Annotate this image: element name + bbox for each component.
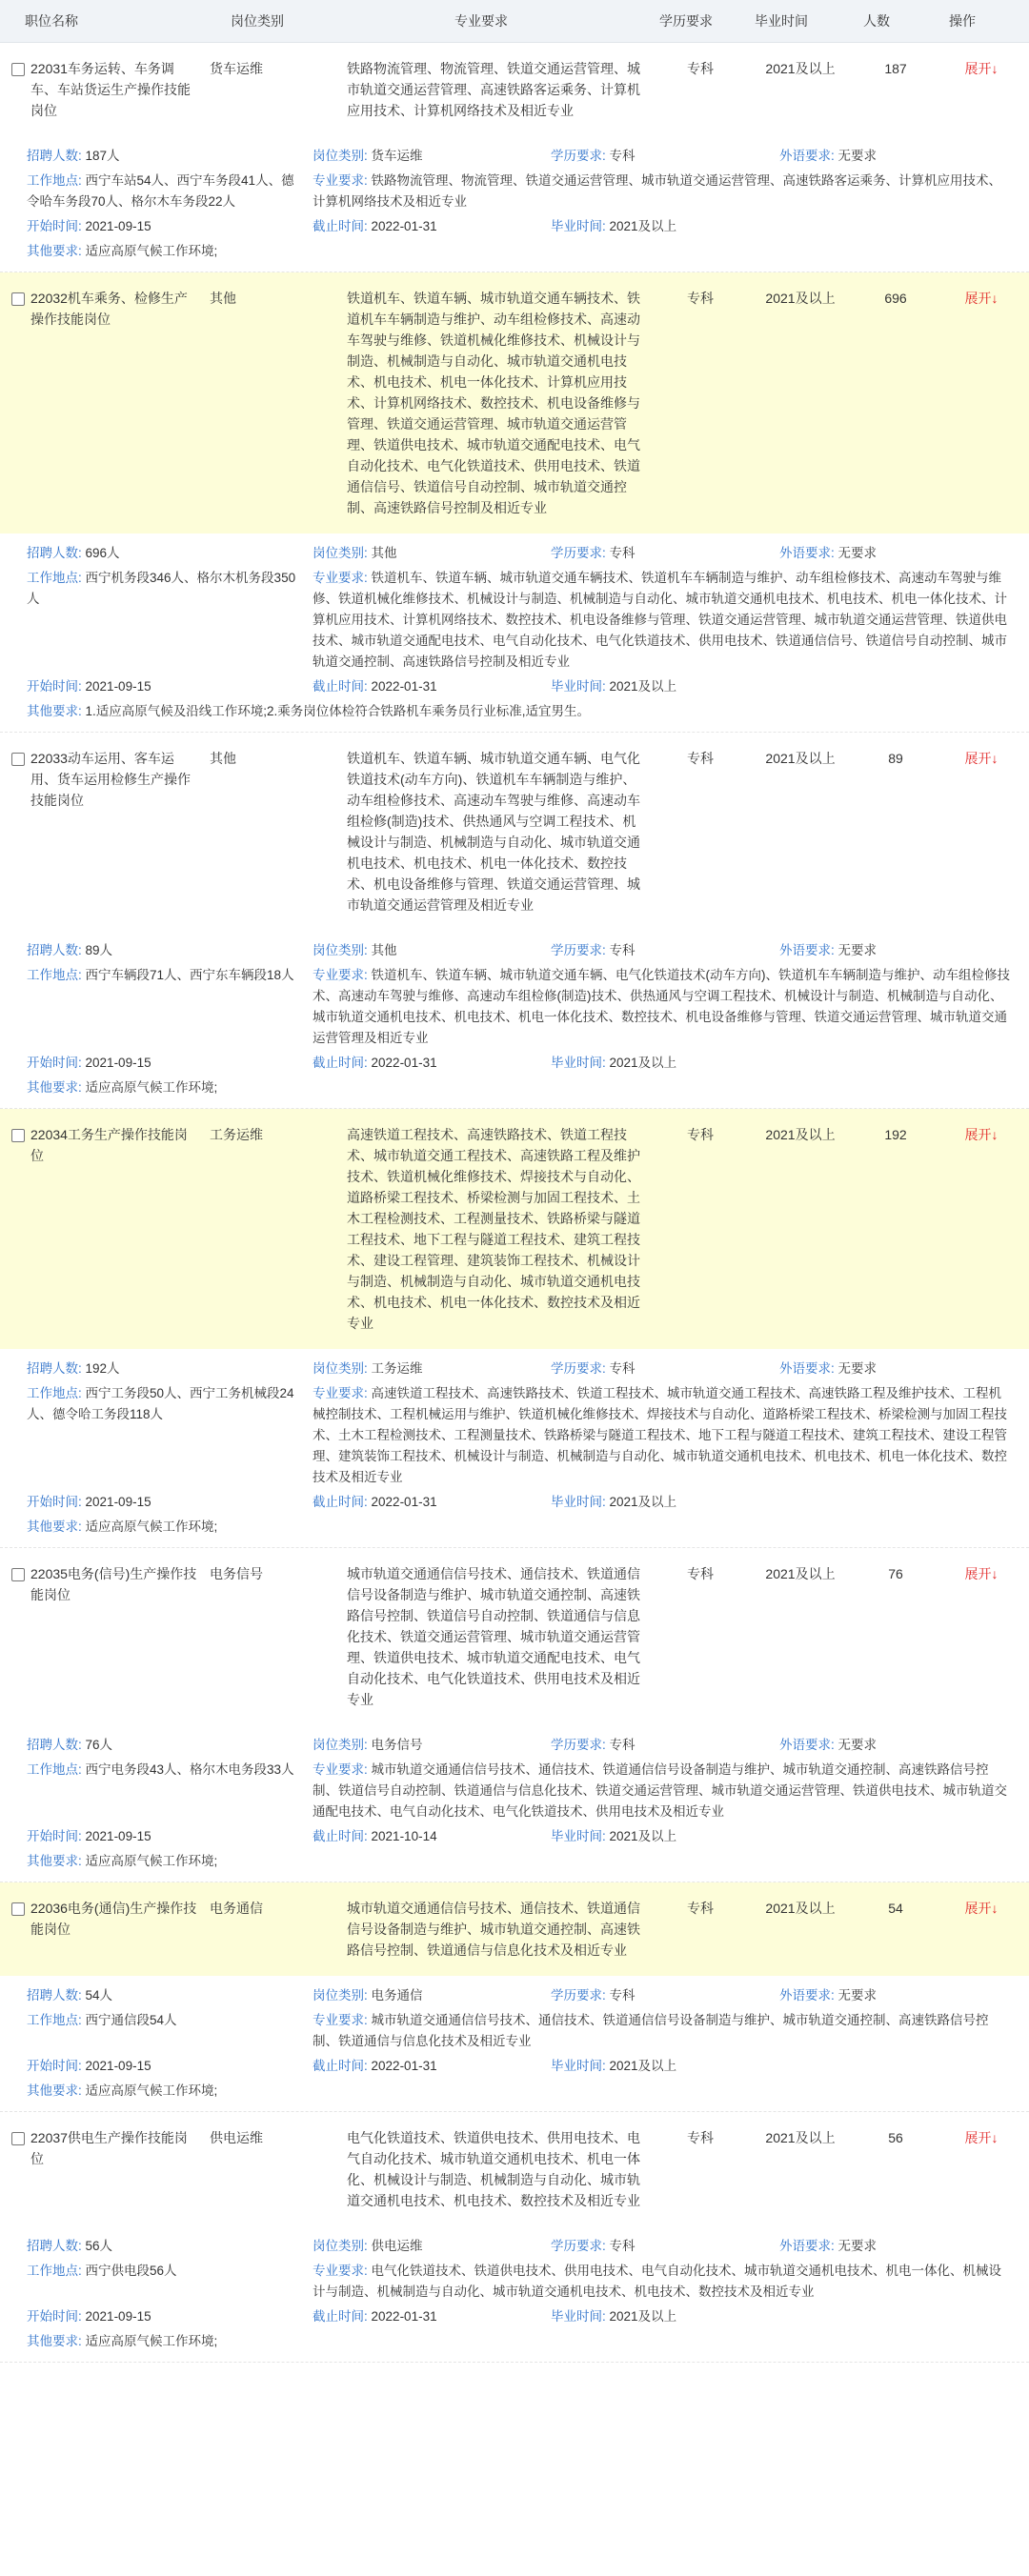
job-major: 高速铁道工程技术、高速铁路技术、铁道工程技术、城市轨道交通工程技术、高速铁路工程及维护技术、铁道机械化维修技术、焊接技术与自动化、道路桥梁工程技术、桥梁检测与加固工程技术、土木工程检测技术、工程测量技术、铁路桥梁与隧道工程技术、地下工程与隧道工程技术、建筑工程技术、建设工程管理、建筑装饰工程技术、机械设计与制造、机械制造与自动化、城市轨道交通机电技术、机电技术、机电一体化技术、数控技术及相近专业 [347,1127,640,1331]
detail-row-basic [27,2236,1029,2257]
label-end: 截止时间: [313,1056,368,1070]
label-edu: 学历要求: [551,1988,606,2002]
job-detail [0,2226,1029,2362]
label-major: 专业要求: [313,571,368,585]
detail-lang: 无要求 [837,546,878,560]
detail-grad: 2021及以上 [609,2309,677,2324]
job-list [0,43,1029,2363]
detail-other: 1.适应高原气候及沿线工作环境;2.乘务岗位体检符合铁路机车乘务员行业标准,适宜男生。 [85,704,591,718]
job-grad: 2021及以上 [765,61,836,76]
select-checkbox[interactable] [11,63,25,76]
label-start: 开始时间: [27,1495,82,1509]
label-grad: 毕业时间: [551,2059,606,2073]
detail-end: 2022-01-31 [371,2059,437,2073]
job-count: 696 [884,291,907,306]
job-grad: 2021及以上 [765,291,836,306]
detail-grad: 2021及以上 [609,679,677,694]
expand-button[interactable]: 展开↓ [964,291,999,306]
label-count: 招聘人数: [27,1738,82,1752]
detail-row-other [27,241,1029,262]
job-item [0,43,1029,272]
label-start: 开始时间: [27,2309,82,2324]
label-category: 岗位类别: [313,943,368,957]
label-grad: 毕业时间: [551,1495,606,1509]
job-category: 其他 [210,751,236,766]
detail-lang: 无要求 [837,1738,878,1752]
detail-row-location [27,2261,1029,2303]
label-other: 其他要求: [27,2083,82,2098]
detail-row-basic [27,146,1029,167]
label-grad: 毕业时间: [551,2309,606,2324]
detail-location: 西宁电务段43人、格尔木电务段33人 [85,1762,294,1777]
detail-count: 76人 [85,1738,113,1752]
label-lang: 外语要求: [779,2239,835,2253]
expand-button[interactable]: 展开↓ [964,1127,999,1142]
label-edu: 学历要求: [551,546,606,560]
job-name: 22031车务运转、车务调车、车站货运生产操作技能岗位 [30,61,191,118]
expand-button[interactable]: 展开↓ [964,61,999,76]
select-checkbox[interactable] [11,1568,25,1581]
detail-end: 2021-10-14 [371,1829,437,1843]
detail-row-basic [27,940,1029,961]
label-grad: 毕业时间: [551,679,606,694]
select-checkbox[interactable] [11,1129,25,1142]
job-category: 电务信号 [210,1566,263,1581]
detail-location: 西宁车站54人、西宁车务段41人、德令哈车务段70人、格尔木车务段22人 [27,173,294,209]
job-edu: 专科 [687,291,714,306]
label-count: 招聘人数: [27,1361,82,1376]
detail-row-location [27,171,1029,212]
job-name-cell [0,288,200,330]
detail-count: 89人 [85,943,113,957]
label-category: 岗位类别: [313,1738,368,1752]
detail-row-location [27,2010,1029,2052]
job-count: 192 [884,1127,907,1142]
label-lang: 外语要求: [779,1988,835,2002]
job-grad: 2021及以上 [765,1566,836,1581]
job-count: 54 [888,1901,903,1916]
job-count: 89 [888,751,903,766]
detail-start: 2021-09-15 [85,1495,151,1509]
job-summary-row[interactable] [0,1548,1029,1725]
job-count: 76 [888,1566,903,1581]
detail-row-location [27,1760,1029,1822]
detail-row-dates [27,1492,1029,1513]
detail-other: 适应高原气候工作环境; [85,1080,218,1095]
job-item [0,2112,1029,2363]
detail-grad: 2021及以上 [609,2059,677,2073]
detail-row-other [27,1077,1029,1098]
job-edu: 专科 [687,1901,714,1916]
detail-lang: 无要求 [837,943,878,957]
expand-button[interactable]: 展开↓ [964,2130,999,2145]
label-lang: 外语要求: [779,1738,835,1752]
detail-count: 187人 [85,149,120,163]
detail-major: 城市轨道交通通信信号技术、通信技术、铁道通信信号设备制造与维护、城市轨道交通控制、高速铁路信号控制、铁道信号自动控制、铁道通信与信息化技术、铁道交通运营管理、城市轨道交通运营管理、铁道供电技术、城市轨道交通配电技术、电气自动化技术、电气化铁道技术、供用电技术及相近专业 [313,1762,1007,1819]
job-detail [0,1725,1029,1882]
detail-location: 西宁供电段56人 [85,2264,177,2278]
detail-row-location [27,568,1029,673]
detail-start: 2021-09-15 [85,2059,151,2073]
detail-row-location [27,965,1029,1049]
detail-major: 铁道机车、铁道车辆、城市轨道交通车辆技术、铁道机车车辆制造与维护、动车组检修技术、高速动车驾驶与维修、铁道机械化维修技术、机械设计与制造、机械制造与自动化、城市轨道交通机电技术、机电技术、机电一体化技术、计算机应用技术、计算机网络技术、数控技术、机电设备维修与管理、铁道交通运营管理、城市轨道交通运营管理、铁道供电技术、城市轨道交通配电技术、电气自动化技术、电气化铁道技术、供用电技术、铁道通信信号、铁道信号自动控制、城市轨道交通控制、高速铁路信号控制及相近专业 [313,571,1007,669]
label-location: 工作地点: [27,1762,82,1777]
label-start: 开始时间: [27,2059,82,2073]
job-name-cell [0,1898,200,1940]
label-count: 招聘人数: [27,2239,82,2253]
detail-row-basic [27,1985,1029,2006]
job-edu: 专科 [687,1566,714,1581]
label-location: 工作地点: [27,2013,82,2027]
detail-lang: 无要求 [837,1361,878,1376]
detail-row-basic [27,1358,1029,1379]
detail-row-other [27,1851,1029,1872]
job-detail [0,533,1029,732]
detail-count: 54人 [85,1988,113,2002]
job-detail [0,1349,1029,1547]
label-end: 截止时间: [313,2059,368,2073]
label-end: 截止时间: [313,2309,368,2324]
detail-lang: 无要求 [837,2239,878,2253]
job-category: 工务运维 [210,1127,263,1142]
label-other: 其他要求: [27,1080,82,1095]
job-summary-row[interactable] [0,733,1029,931]
detail-count: 696人 [85,546,120,560]
detail-other: 适应高原气候工作环境; [85,1854,218,1868]
detail-category: 货车运维 [371,149,423,163]
header-count: 人数 [863,13,890,29]
detail-edu: 专科 [609,1738,636,1752]
job-item [0,1548,1029,1882]
expand-button[interactable]: 展开↓ [964,1901,999,1916]
job-category: 其他 [210,291,236,306]
detail-major: 铁道机车、铁道车辆、城市轨道交通车辆、电气化铁道技术(动车方向)、铁道机车车辆制造与维护、动车组检修技术、高速动车驾驶与维修、高速动车组检修(制造)技术、供热通风与空调工程技术、机械设计与制造、机械制造与自动化、城市轨道交通机电技术、机电技术、机电一体化技术、数控技术、机电设备维修与管理、铁道交通运营管理、城市轨道交通运营管理及相近专业 [313,968,1011,1045]
label-lang: 外语要求: [779,943,835,957]
job-category: 电务通信 [210,1901,263,1916]
select-checkbox[interactable] [11,2132,25,2145]
label-other: 其他要求: [27,1854,82,1868]
detail-row-other [27,2081,1029,2102]
detail-start: 2021-09-15 [85,1056,151,1070]
job-summary-row[interactable] [0,1109,1029,1349]
label-location: 工作地点: [27,968,82,982]
job-edu: 专科 [687,1127,714,1142]
label-edu: 学历要求: [551,149,606,163]
label-category: 岗位类别: [313,1361,368,1376]
job-major: 电气化铁道技术、铁道供电技术、供用电技术、电气自动化技术、城市轨道交通机电技术、机电一体化、机械设计与制造、机械制造与自动化、城市轨道交通机电技术、机电技术、数控技术及相近专业 [347,2130,640,2208]
detail-row-basic [27,543,1029,564]
job-edu: 专科 [687,2130,714,2145]
label-end: 截止时间: [313,1495,368,1509]
detail-row-basic [27,1735,1029,1756]
label-category: 岗位类别: [313,2239,368,2253]
detail-edu: 专科 [609,1361,636,1376]
detail-row-location [27,1383,1029,1488]
job-name-cell [0,1124,200,1166]
label-start: 开始时间: [27,1829,82,1843]
job-grad: 2021及以上 [765,751,836,766]
label-major: 专业要求: [313,173,368,188]
job-name-cell [0,748,200,811]
label-other: 其他要求: [27,704,82,718]
label-start: 开始时间: [27,679,82,694]
job-major: 城市轨道交通通信信号技术、通信技术、铁道通信信号设备制造与维护、城市轨道交通控制、高速铁路信号控制、铁道通信与信息化技术及相近专业 [347,1901,640,1958]
detail-start: 2021-09-15 [85,2309,151,2324]
label-major: 专业要求: [313,2013,368,2027]
detail-start: 2021-09-15 [85,1829,151,1843]
header-grad: 毕业时间 [755,13,808,29]
detail-end: 2022-01-31 [371,1495,437,1509]
detail-other: 适应高原气候工作环境; [85,2334,218,2348]
detail-row-dates [27,676,1029,697]
detail-edu: 专科 [609,2239,636,2253]
detail-row-dates [27,2056,1029,2077]
label-grad: 毕业时间: [551,219,606,233]
label-grad: 毕业时间: [551,1829,606,1843]
label-edu: 学历要求: [551,2239,606,2253]
detail-end: 2022-01-31 [371,219,437,233]
job-name-cell [0,58,200,121]
job-major: 铁路物流管理、物流管理、铁道交通运营管理、城市轨道交通运营管理、高速铁路客运乘务、计算机应用技术、计算机网络技术及相近专业 [347,61,640,118]
label-location: 工作地点: [27,173,82,188]
detail-edu: 专科 [609,943,636,957]
detail-category: 工务运维 [371,1361,423,1376]
job-name-cell [0,1563,200,1605]
detail-location: 西宁工务段50人、西宁工务机械段24人、德令哈工务段118人 [27,1386,294,1421]
job-count: 56 [888,2130,903,2145]
expand-button[interactable]: 展开↓ [964,1566,999,1581]
detail-edu: 专科 [609,1988,636,2002]
detail-major: 高速铁道工程技术、高速铁路技术、铁道工程技术、城市轨道交通工程技术、高速铁路工程及维护技术、工程机械控制技术、工程机械运用与维护、铁道机械化维修技术、焊接技术与自动化、道路桥梁工程技术、桥梁检测与加固工程技术、土木工程检测技术、工程测量技术、铁路桥梁与隧道工程技术、地下工程与隧道工程技术、建筑工程技术、建设工程管理、建筑装饰工程技术、机械设计与制造、机械制造与自动化、城市轨道交通机电技术、机电技术、机电一体化技术、数控技术及相近专业 [313,1386,1007,1484]
label-end: 截止时间: [313,679,368,694]
job-item [0,1882,1029,2112]
label-end: 截止时间: [313,219,368,233]
label-start: 开始时间: [27,219,82,233]
detail-start: 2021-09-15 [85,219,151,233]
job-major: 铁道机车、铁道车辆、城市轨道交通车辆技术、铁道机车车辆制造与维护、动车组检修技术、高速动车驾驶与维修、铁道机械化维修技术、机械设计与制造、机械制造与自动化、城市轨道交通机电技术、机电技术、机电一体化技术、计算机应用技术、计算机网络技术、数控技术、机电设备维修与管理、铁道交通运营管理、城市轨道交通运营管理、铁道供电技术、城市轨道交通配电技术、电气自动化技术、电气化铁道技术、供用电技术、铁道通信信号、铁道信号自动控制、城市轨道交通控制、高速铁路信号控制及相近专业 [347,291,640,515]
detail-row-dates [27,1053,1029,1074]
header-major: 专业要求 [454,13,508,29]
job-item [0,733,1029,1109]
job-summary-row[interactable] [0,2112,1029,2226]
job-detail [0,136,1029,272]
detail-category: 其他 [371,546,397,560]
job-grad: 2021及以上 [765,1901,836,1916]
job-name-cell [0,2127,200,2169]
detail-row-dates [27,1826,1029,1847]
detail-other: 适应高原气候工作环境; [85,244,218,258]
job-category: 供电运维 [210,2130,263,2145]
label-start: 开始时间: [27,1056,82,1070]
header-edu: 学历要求 [659,13,713,29]
detail-lang: 无要求 [837,1988,878,2002]
job-grad: 2021及以上 [765,2130,836,2145]
select-checkbox[interactable] [11,1902,25,1916]
label-other: 其他要求: [27,244,82,258]
detail-end: 2022-01-31 [371,1056,437,1070]
detail-end: 2022-01-31 [371,2309,437,2324]
job-summary-row[interactable] [0,1882,1029,1976]
label-other: 其他要求: [27,2334,82,2348]
label-count: 招聘人数: [27,546,82,560]
job-major: 城市轨道交通通信信号技术、通信技术、铁道通信信号设备制造与维护、城市轨道交通控制、高速铁路信号控制、铁道信号自动控制、铁道通信与信息化技术、铁道交通运营管理、城市轨道交通运营管理、铁道供电技术、城市轨道交通配电技术、电气自动化技术、电气化铁道技术、供用电技术及相近专业 [347,1566,640,1707]
detail-category: 其他 [371,943,397,957]
table-header [0,0,1029,43]
label-edu: 学历要求: [551,943,606,957]
job-category: 货车运维 [210,61,263,76]
select-checkbox[interactable] [11,753,25,766]
job-item [0,1109,1029,1548]
label-major: 专业要求: [313,1762,368,1777]
label-lang: 外语要求: [779,149,835,163]
detail-count: 56人 [85,2239,113,2253]
label-location: 工作地点: [27,1386,82,1400]
label-grad: 毕业时间: [551,1056,606,1070]
expand-button[interactable]: 展开↓ [964,751,999,766]
detail-edu: 专科 [609,149,636,163]
job-detail [0,931,1029,1108]
label-category: 岗位类别: [313,546,368,560]
label-edu: 学历要求: [551,1361,606,1376]
detail-other: 适应高原气候工作环境; [85,2083,218,2098]
job-name: 22034工务生产操作技能岗位 [30,1127,188,1163]
detail-major: 电气化铁道技术、铁道供电技术、供用电技术、电气自动化技术、城市轨道交通机电技术、机电一体化、机械设计与制造、机械制造与自动化、城市轨道交通机电技术、机电技术、数控技术及相近专业 [313,2264,1002,2299]
job-edu: 专科 [687,751,714,766]
label-other: 其他要求: [27,1519,82,1534]
detail-grad: 2021及以上 [609,1056,677,1070]
header-op: 操作 [949,13,976,29]
job-count: 187 [884,61,907,76]
detail-grad: 2021及以上 [609,219,677,233]
detail-row-other [27,701,1029,722]
select-checkbox[interactable] [11,292,25,306]
label-major: 专业要求: [313,968,368,982]
job-grad: 2021及以上 [765,1127,836,1142]
job-summary-row[interactable] [0,43,1029,136]
job-name: 22033动车运用、客车运用、货车运用检修生产操作技能岗位 [30,751,191,808]
job-name: 22032机车乘务、检修生产操作技能岗位 [30,291,188,327]
detail-location: 西宁机务段346人、格尔木机务段350人 [27,571,296,606]
detail-edu: 专科 [609,546,636,560]
job-summary-row[interactable] [0,272,1029,533]
job-detail [0,1976,1029,2111]
label-lang: 外语要求: [779,546,835,560]
header-category: 岗位类别 [231,13,284,29]
detail-row-dates [27,216,1029,237]
detail-row-dates [27,2306,1029,2327]
detail-count: 192人 [85,1361,120,1376]
job-name: 22036电务(通信)生产操作技能岗位 [30,1901,197,1937]
detail-end: 2022-01-31 [371,679,437,694]
detail-start: 2021-09-15 [85,679,151,694]
job-name: 22035电务(信号)生产操作技能岗位 [30,1566,197,1602]
job-edu: 专科 [687,61,714,76]
label-major: 专业要求: [313,2264,368,2278]
detail-row-other [27,1517,1029,1538]
detail-lang: 无要求 [837,149,878,163]
label-category: 岗位类别: [313,1988,368,2002]
detail-category: 电务通信 [371,1988,423,2002]
label-edu: 学历要求: [551,1738,606,1752]
detail-category: 供电运维 [371,2239,423,2253]
detail-other: 适应高原气候工作环境; [85,1519,218,1534]
label-count: 招聘人数: [27,149,82,163]
label-location: 工作地点: [27,571,82,585]
detail-major: 城市轨道交通通信信号技术、通信技术、铁道通信信号设备制造与维护、城市轨道交通控制、高速铁路信号控制、铁道通信与信息化技术及相近专业 [313,2013,989,2048]
job-major: 铁道机车、铁道车辆、城市轨道交通车辆、电气化铁道技术(动车方向)、铁道机车车辆制造与维护、动车组检修技术、高速动车驾驶与维修、高速动车组检修(制造)技术、供热通风与空调工程技术、机械设计与制造、机械制造与自动化、城市轨道交通机电技术、机电技术、机电一体化技术、数控技术、机电设备维修与管理、铁道交通运营管理、城市轨道交通运营管理及相近专业 [347,751,640,913]
detail-grad: 2021及以上 [609,1829,677,1843]
job-item [0,272,1029,733]
label-lang: 外语要求: [779,1361,835,1376]
label-major: 专业要求: [313,1386,368,1400]
label-category: 岗位类别: [313,149,368,163]
label-location: 工作地点: [27,2264,82,2278]
label-count: 招聘人数: [27,943,82,957]
label-end: 截止时间: [313,1829,368,1843]
job-name: 22037供电生产操作技能岗位 [30,2130,188,2166]
detail-location: 西宁车辆段71人、西宁东车辆段18人 [85,968,294,982]
detail-major: 铁路物流管理、物流管理、铁道交通运营管理、城市轨道交通运营管理、高速铁路客运乘务、计算机应用技术、计算机网络技术及相近专业 [313,173,1002,209]
detail-location: 西宁通信段54人 [85,2013,177,2027]
detail-grad: 2021及以上 [609,1495,677,1509]
detail-category: 电务信号 [371,1738,423,1752]
header-name: 职位名称 [25,13,78,29]
label-count: 招聘人数: [27,1988,82,2002]
detail-row-other [27,2331,1029,2352]
